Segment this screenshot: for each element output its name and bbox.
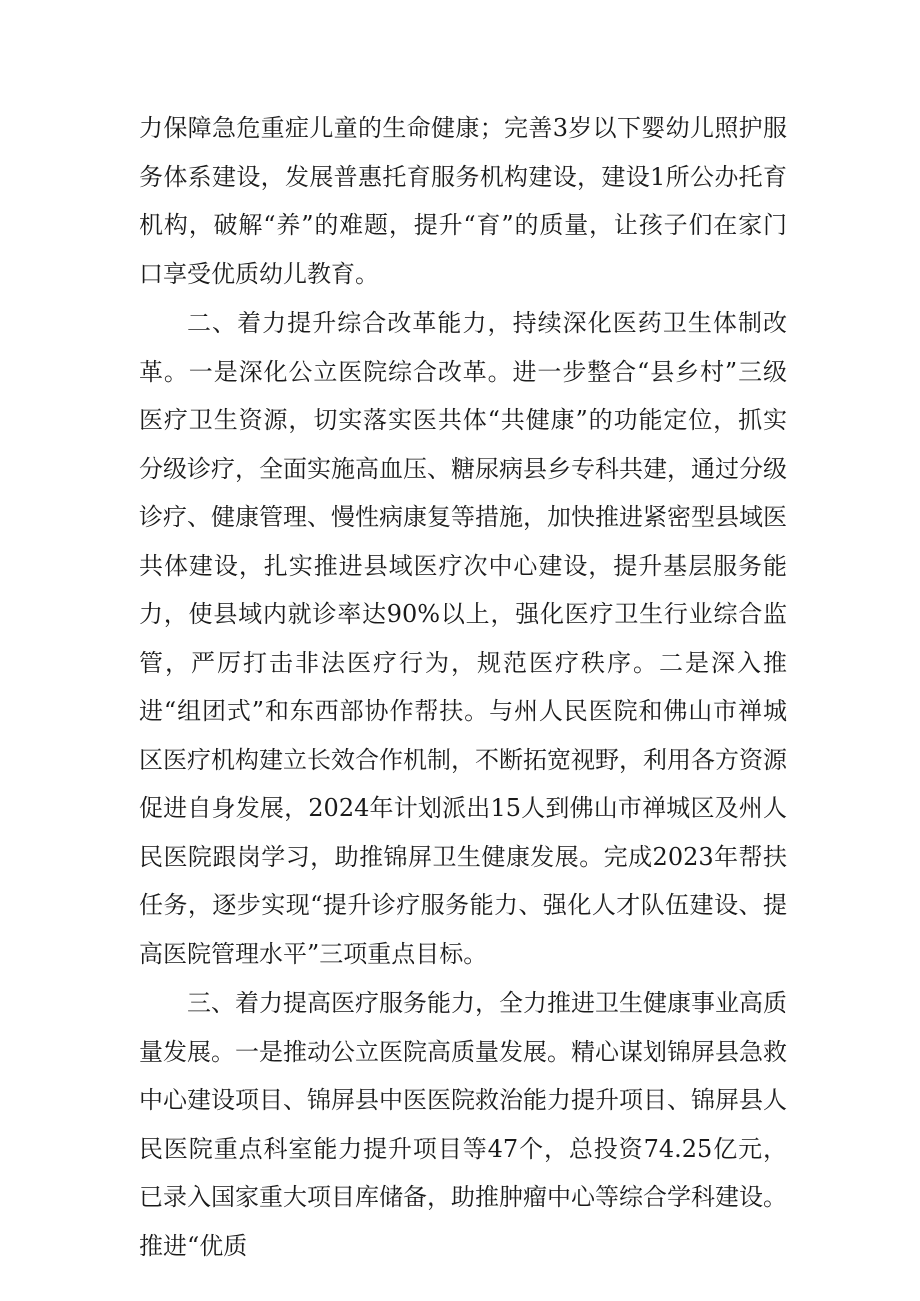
document-body	[139, 104, 787, 1270]
paragraph-2: 二、着力提升综合改革能力，持续深化医药卫生体制改革。一是深化公立医院综合改革。进一步整合“县乡村”三级医疗卫生资源，切实落实医共体“共健康”的功能定位，抓实分级诊疗，全面实施高血压、糖尿病县乡专科共建，通过分级诊疗、健康管理、慢性病康复等措施，加快推进紧密型县域医共体建设，扎实推进县域医疗次中心建设，提升基层服务能力，使县域内就诊率达90%以上，强化医疗卫生行业综合监管，严厉打击非法医疗行为，规范医疗秩序。二是深入推进“组团式”和东西部协作帮扶。与州人民医院和佛山市禅城区医疗机构建立长效合作机制，不断拓宽视野，利用各方资源促进自身发展，2024年计划派出15人到佛山市禅城区及州人民医院跟岗学习，助推锦屏卫生健康发展。完成2023年帮扶任务，逐步实现“提升诊疗服务能力、强化人才队伍建设、提高医院管理水平”三项重点目标。	[139, 309, 787, 968]
paragraph-1: 力保障急危重症儿童的生命健康；完善3岁以下婴幼儿照护服务体系建设，发展普惠托育服务机构建设，建设1所公办托育机构，破解“养”的难题，提升“育”的质量，让孩子们在家门口享受优质幼儿教育。	[139, 114, 787, 288]
paragraph-3: 三、着力提高医疗服务能力，全力推进卫生健康事业高质量发展。一是推动公立医院高质量发展。精心谋划锦屏县急救中心建设项目、锦屏县中医医院救治能力提升项目、锦屏县人民医院重点科室能力提升项目等47个，总投资74.25亿元，已录入国家重大项目库储备，助推肿瘤中心等综合学科建设。推进“优质	[139, 989, 787, 1260]
